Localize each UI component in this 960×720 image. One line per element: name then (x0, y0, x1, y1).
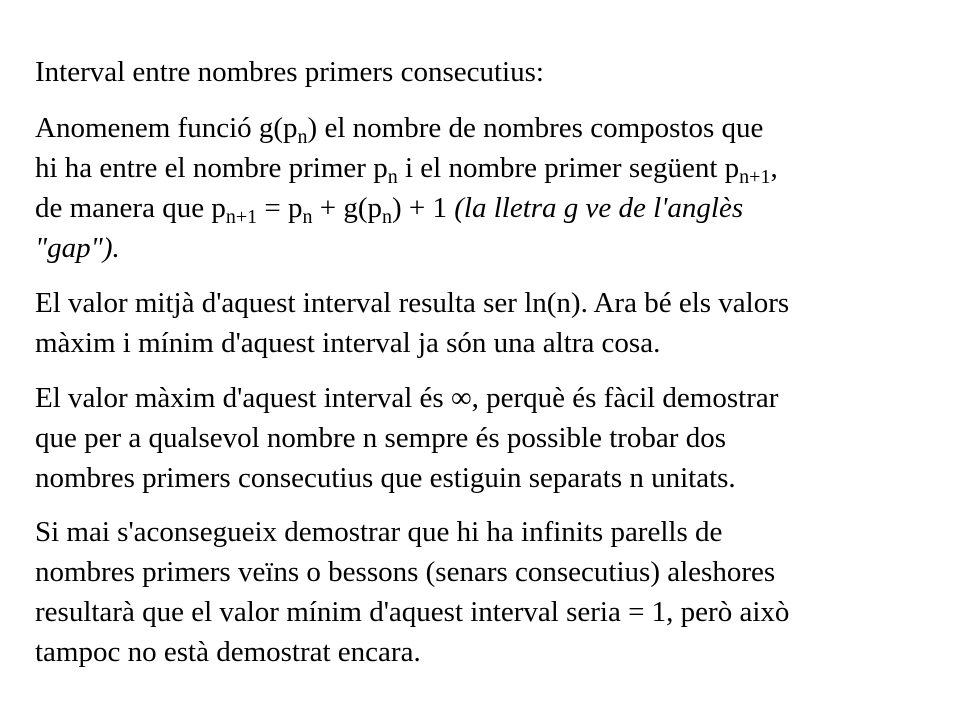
subscript: n (297, 126, 308, 148)
minimum-line-2: nombres primers veïns o bessons (senars consecutius) aleshores (35, 556, 776, 588)
heading-text: Interval entre nombres primers consecutius: (35, 56, 544, 88)
definition-paragraph (35, 108, 935, 268)
mean-line-1: El valor mitjà d'aquest interval resulta ser ln(n). Ara bé els valors (35, 287, 790, 319)
subscript: n+1 (739, 166, 771, 188)
gap-note: (la lletra g ve de l'anglès (454, 192, 744, 224)
definition-text: , (770, 152, 778, 184)
maximum-paragraph (35, 378, 935, 498)
definition-text: ) el nombre de nombres compostos que (307, 112, 764, 144)
definition-line-1 (35, 108, 935, 148)
definition-line-2 (35, 148, 935, 188)
definition-text: = p (257, 192, 303, 224)
definition-text: + g(p (312, 192, 382, 224)
maximum-line-2: que per a qualsevol nombre n sempre és possible trobar dos (35, 422, 726, 454)
subscript: n (302, 206, 313, 228)
mean-paragraph (35, 283, 935, 363)
definition-text: hi ha entre el nombre primer p (35, 152, 388, 184)
subscript: n+1 (225, 206, 258, 228)
maximum-line-3: nombres primers consecutius que estiguin separats n unitats. (35, 462, 736, 494)
minimum-line-1: Si mai s'aconsegueix demostrar que hi ha infinits parells de (35, 516, 723, 548)
subscript: n (381, 206, 392, 228)
mean-line-2: màxim i mínim d'aquest interval ja són una altra cosa. (35, 327, 661, 359)
subscript: n (387, 166, 398, 188)
maximum-line-1: El valor màxim d'aquest interval és ∞, perquè és fàcil demostrar (35, 382, 779, 414)
minimum-line-3: resultarà que el valor mínim d'aquest interval seria = 1, però això (35, 596, 790, 628)
minimum-line-4: tampoc no està demostrat encara. (35, 636, 421, 668)
minimum-paragraph (35, 512, 935, 672)
definition-text: ) + 1 (391, 192, 455, 224)
definition-text: Anomenem funció g(p (35, 112, 298, 144)
definition-line-3 (35, 188, 935, 228)
definition-line-4 (35, 228, 935, 268)
heading (35, 52, 935, 92)
definition-text: i el nombre primer següent p (397, 152, 740, 184)
definition-text: de manera que p (35, 192, 226, 224)
gap-note: "gap"). (35, 232, 120, 264)
